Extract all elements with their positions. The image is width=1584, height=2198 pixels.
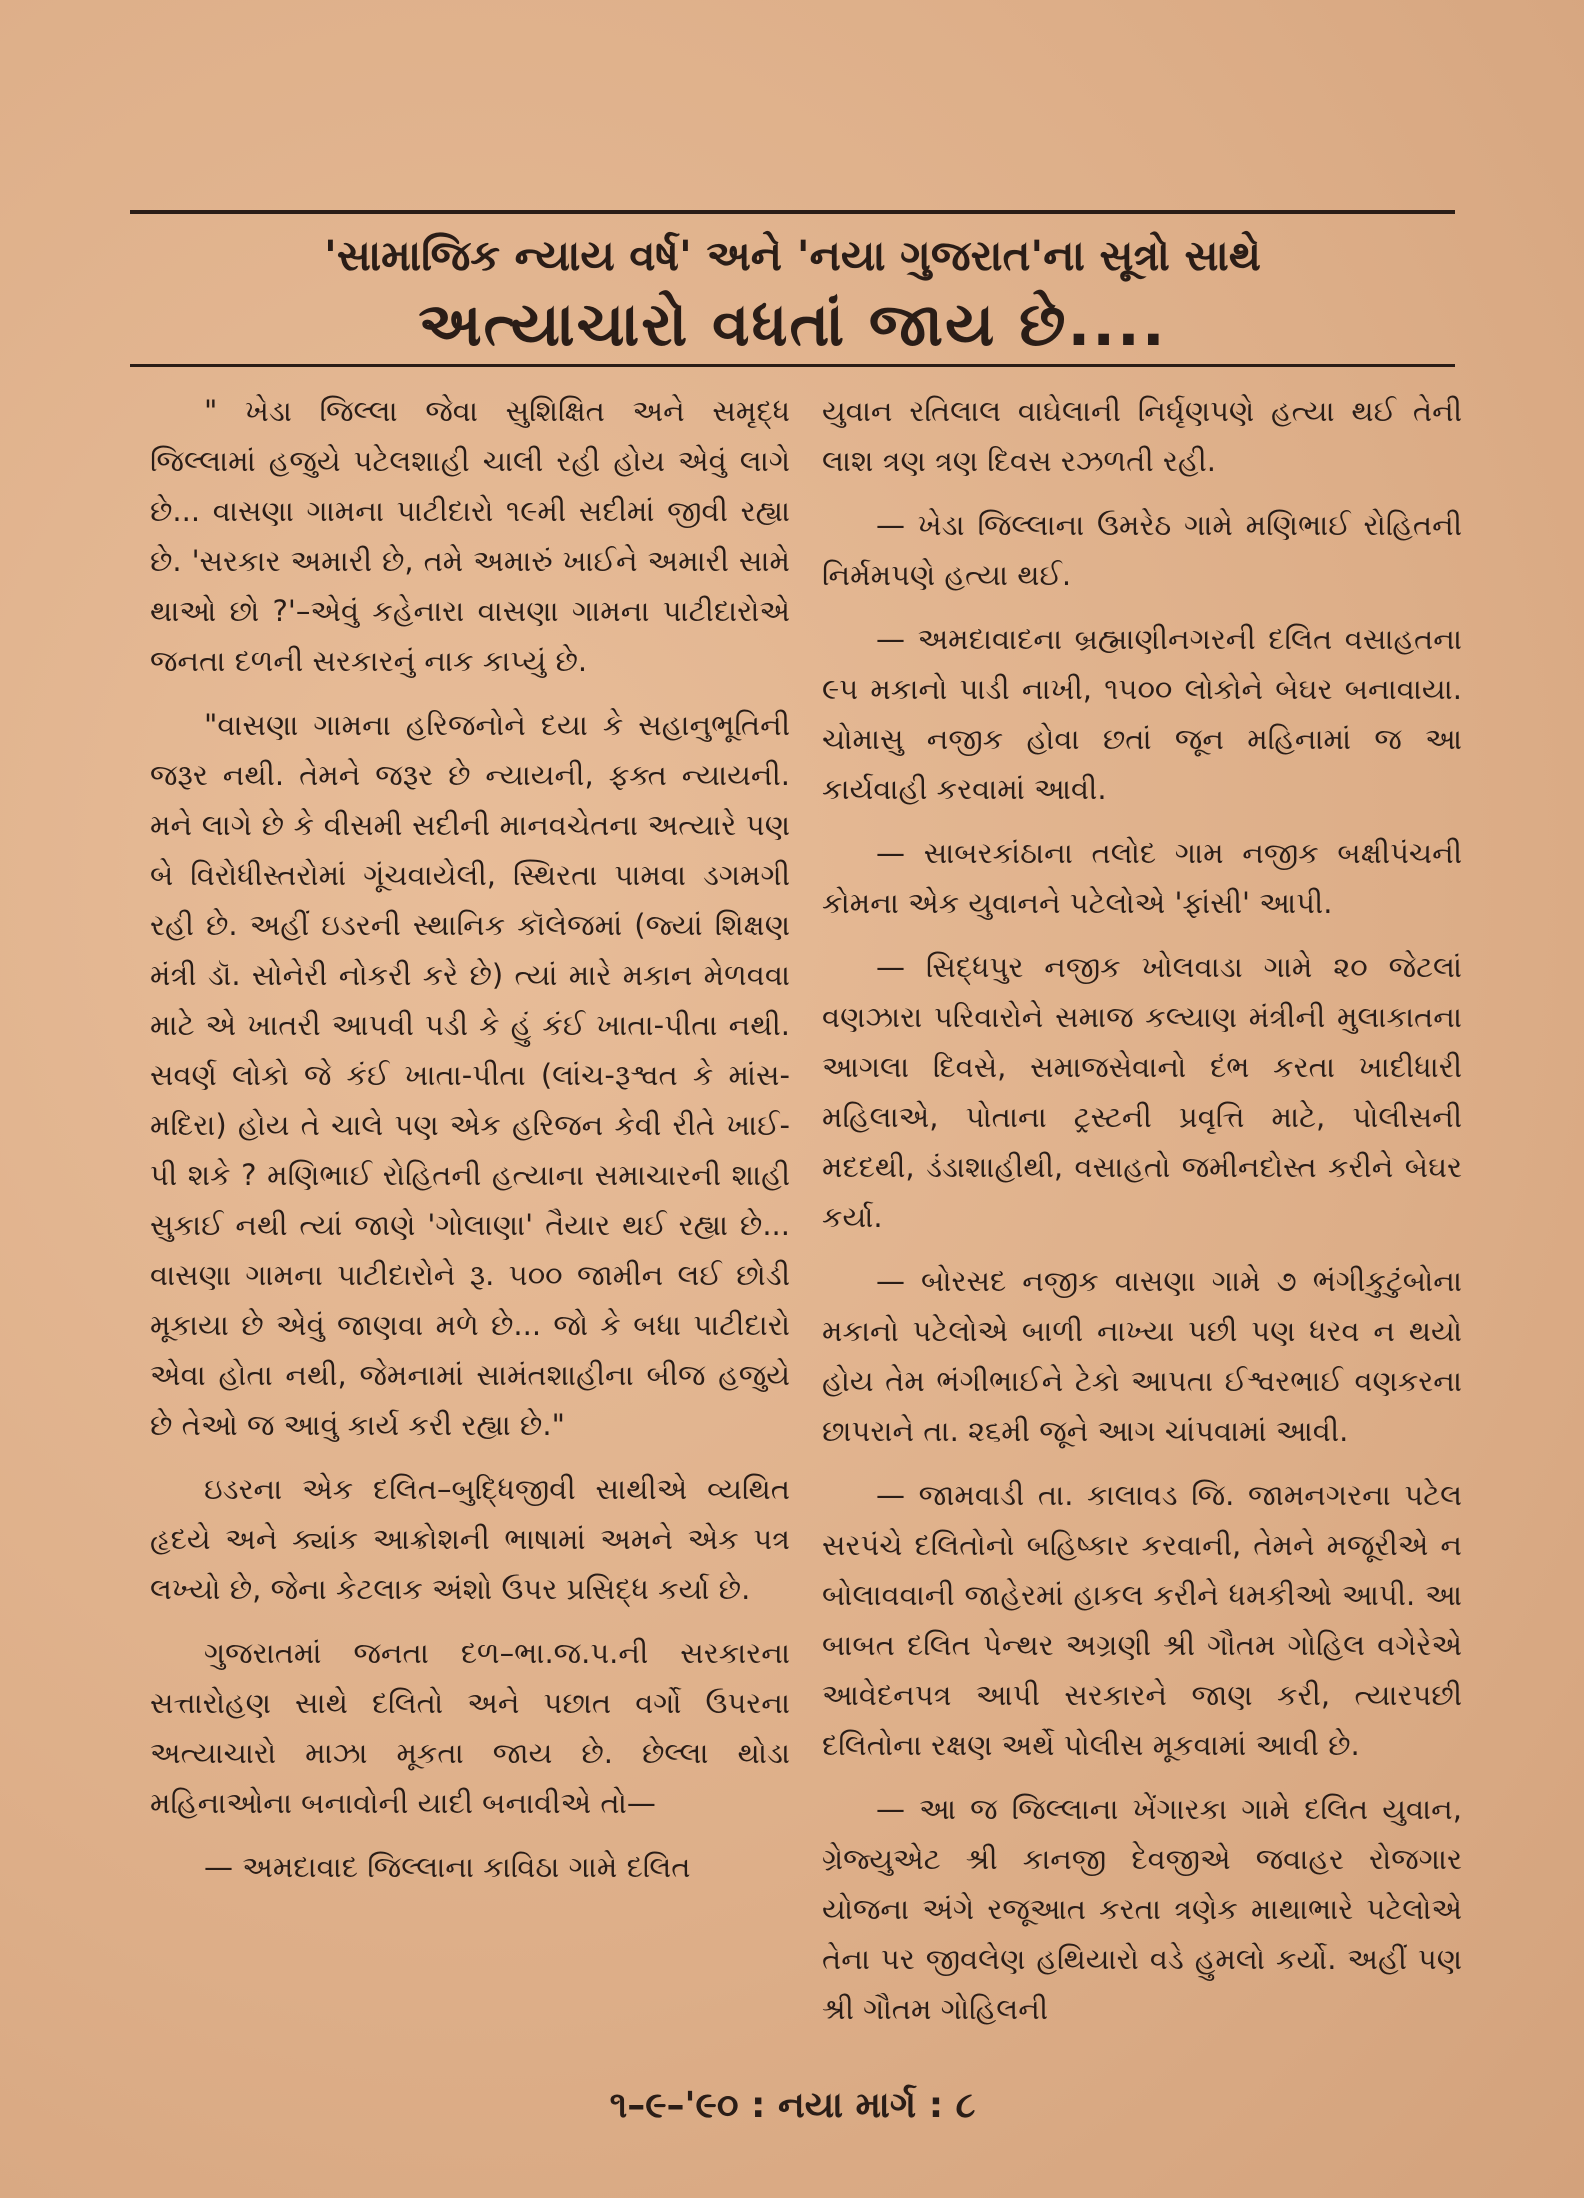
headline-line-2: અત્યાચારો વધતાં જાય છે.... — [418, 290, 1167, 360]
headline-line-1: 'સામાજિક ન્યાય વર્ષ' અને 'નયા ગુજરાત'ના સૂત્રો સાથે — [324, 231, 1261, 280]
header-bottom-rule — [130, 364, 1455, 367]
left-paragraph-4: ગુજરાતમાં જનતા દળ–ભા.જ.પ.ની સરકારના સત્તારોહણ સાથે દલિતો અને પછાત વર્ગો ઉપરના અત્યાચારો માઝા મૂકતા જાય છે. છેલ્લા થોડા મહિનાઓના બનાવોની યાદી બનાવીએ તો— — [150, 1636, 790, 1820]
right-paragraph-6: — બોરસદ નજીક વાસણા ગામે ૭ ભંગીકુટુંબોના મકાનો પટેલોએ બાળી નાખ્યા પછી પણ ધરવ ન થયો હોય તેમ ભંગીભાઈને ટેકો આપતા ઈશ્વરભાઈ વણકરના છાપરાને તા. ૨૬મી જૂને આગ ચાંપવામાં આવી. — [822, 1264, 1462, 1448]
right-paragraph-5: — સિદ્ધપુર નજીક ખોલવાડા ગામે ૨૦ જેટલાં વણઝારા પરિવારોને સમાજ કલ્યાણ મંત્રીની મુલાકાતના આગલા દિવસે, સમાજસેવાનો દંભ કરતા ખાદીધારી મહિલાએ, પોતાના ટ્રસ્ટની પ્રવૃત્તિ માટે, પોલીસની મદદથી, ડંડાશાહીથી, વસાહતો જમીનદોસ્ત કરીને બેઘર કર્યા. — [822, 950, 1462, 1234]
header-top-rule — [130, 210, 1455, 214]
right-paragraph-8: — આ જ જિલ્લાના ખેંગારકા ગામે દલિત યુવાન, ગ્રેજ્યુએટ શ્રી કાનજી દેવજીએ જવાહર રોજગાર યોજના અંગે રજૂઆત કરતા ત્રણેક માથાભારે પટેલોએ તેના પર જીવલેણ હથિયારો વડે હુમલો કર્યો. અહીં પણ શ્રી ગૌતમ ગોહિલની — [822, 1792, 1462, 2026]
left-paragraph-1: " ખેડા જિલ્લા જેવા સુશિક્ષિત અને સમૃદ્ધ જિલ્લામાં હજુયે પટેલશાહી ચાલી રહી હોય એવું લાગે છે... વાસણા ગામના પાટીદારો ૧૯મી સદીમાં જીવી રહ્યા છે. 'સરકાર અમારી છે, તમે અમારું ખાઈને અમારી સામે થાઓ છો ?'–એવું કહેનારા વાસણા ગામના પાટીદારોએ જનતા દળની સરકારનું નાક કાપ્યું છે. — [150, 394, 790, 678]
right-paragraph-4: — સાબરકાંઠાના તલોદ ગામ નજીક બક્ષીપંચની કોમના એક યુવાનને પટેલોએ 'ફાંસી' આપી. — [822, 836, 1462, 920]
left-paragraph-2: "વાસણા ગામના હરિજનોને દયા કે સહાનુભૂતિની જરૂર નથી. તેમને જરૂર છે ન્યાયની, ફક્ત ન્યાયની. મને લાગે છે કે વીસમી સદીની માનવચેતના અત્યારે પણ બે વિરોધીસ્તરોમાં ગૂંચવાયેલી, સ્થિરતા પામવા ડગમગી રહી છે. અહીં ઇડરની સ્થાનિક કૉલેજમાં (જ્યાં શિક્ષણ મંત્રી ડૉ. સોનેરી નોકરી કરે છે) ત્યાં મારે મકાન મેળવવા માટે એ ખાતરી આપવી પડી કે હું કંઈ ખાતા-પીતા નથી. સવર્ણ લોકો જે કંઈ ખાતા-પીતા (લાંચ-રૂશ્વત કે માંસ-મદિરા) હોય તે ચાલે પણ એક હરિજન કેવી રીતે ખાઈ-પી શકે ? મણિભાઈ રોહિતની હત્યાના સમાચારની શાહી સુકાઈ નથી ત્યાં જાણે 'ગોલાણા' તૈયાર થઈ રહ્યા છે... વાસણા ગામના પાટીદારોને રૂ. ૫૦૦ જામીન લઈ છોડી મૂકાયા છે એવું જાણવા મળે છે... જો કે બધા પાટીદારો એવા હોતા નથી, જેમનામાં સામંતશાહીના બીજ હજુયે છે તેઓ જ આવું કાર્ય કરી રહ્યા છે." — [150, 708, 790, 1442]
left-column — [150, 386, 790, 1906]
right-paragraph-3: — અમદાવાદના બ્રહ્માણીનગરની દલિત વસાહતના ૯૫ મકાનો પાડી નાખી, ૧૫૦૦ લોકોને બેઘર બનાવાયા. ચોમાસુ નજીક હોવા છતાં જૂન મહિનામાં જ આ કાર્યવાહી કરવામાં આવી. — [822, 622, 1462, 806]
left-paragraph-5: — અમદાવાદ જિલ્લાના કાવિઠા ગામે દલિત — [204, 1850, 691, 1884]
right-column — [822, 386, 1462, 2048]
right-paragraph-2: — ખેડા જિલ્લાના ઉમરેઠ ગામે મણિભાઈ રોહિતની નિર્મમપણે હત્યા થઈ. — [822, 508, 1462, 592]
right-paragraph-7: — જામવાડી તા. કાલાવડ જિ. જામનગરના પટેલ સરપંચે દલિતોનો બહિષ્કાર કરવાની, તેમને મજૂરીએ ન બોલાવવાની જાહેરમાં હાકલ કરીને ધમકીઓ આપી. આ બાબત દલિત પેન્થર અગ્રણી શ્રી ગૌતમ ગોહિલ વગેરેએ આવેદનપત્ર આપી સરકારને જાણ કરી, ત્યારપછી દલિતોના રક્ષણ અર્થે પોલીસ મૂકવામાં આવી છે. — [822, 1478, 1462, 1762]
page-footer: ૧–૯–'૯૦ : નયા માર્ગ : ૮ — [609, 2085, 976, 2126]
right-paragraph-1: યુવાન રતિલાલ વાઘેલાની નિર્ઘૃણપણે હત્યા થઈ તેની લાશ ત્રણ ત્રણ દિવસ રઝળતી રહી. — [822, 394, 1462, 478]
left-paragraph-3: ઇડરના એક દલિત–બુદ્ધિજીવી સાથીએ વ્યથિત હૃદયે અને ક્યાંક આક્રોશની ભાષામાં અમને એક પત્ર લખ્યો છે, જેના કેટલાક અંશો ઉપર પ્રસિદ્ધ કર્યા છે. — [150, 1472, 790, 1606]
